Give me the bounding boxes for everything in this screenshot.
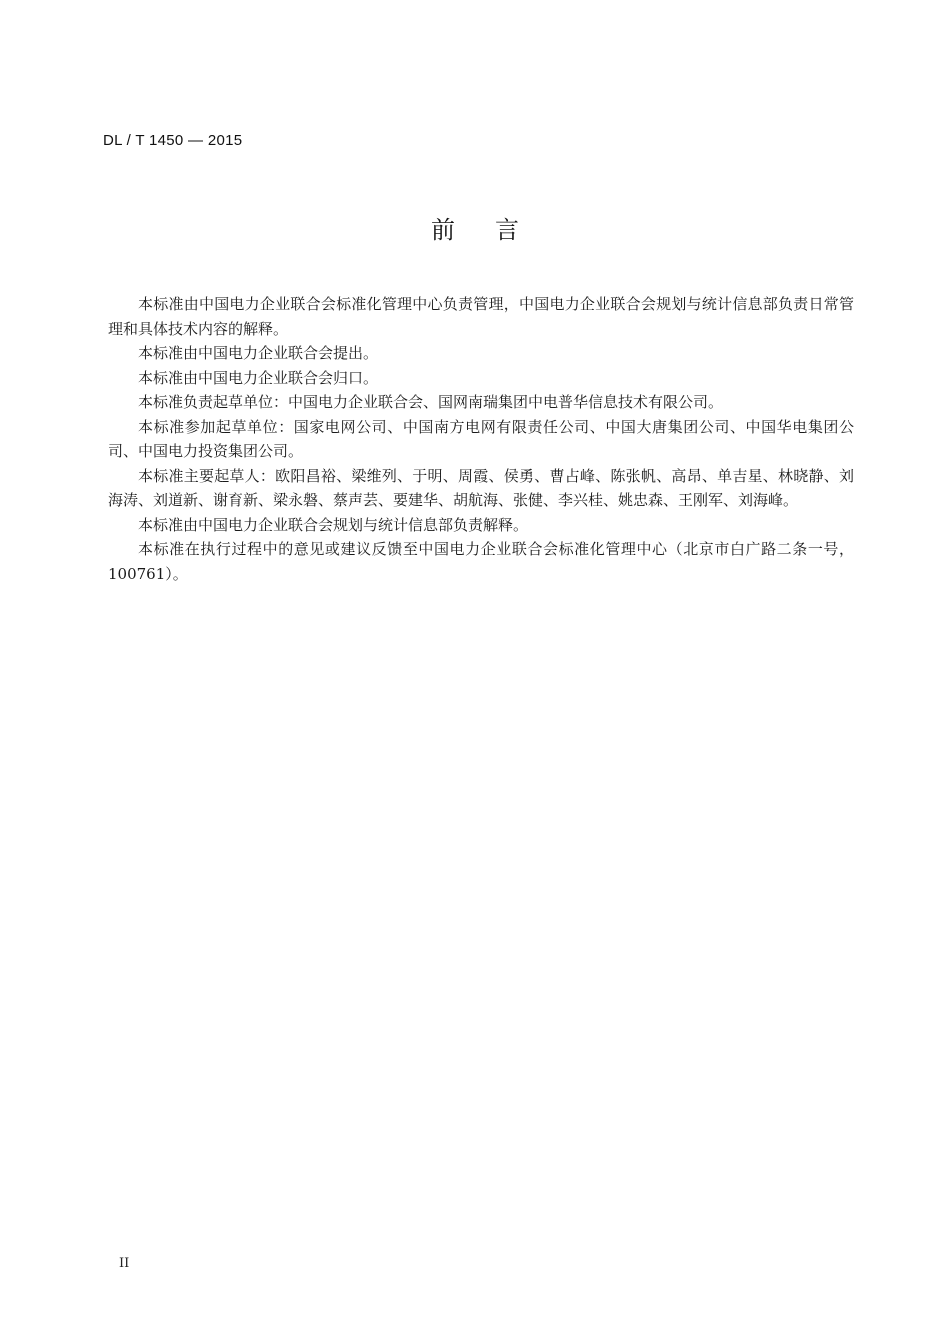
section-title: 前言 <box>431 216 559 244</box>
paragraph-lead-drafters: 本标准负责起草单位：中国电力企业联合会、国网南瑞集团中电普华信息技术有限公司。 <box>138 393 724 411</box>
paragraph-interpretation: 本标准由中国电力企业联合会规划与统计信息部负责解释。 <box>138 515 529 534</box>
paragraph-feedback: 本标准在执行过程中的意见或建议反馈至中国电力企业联合会标准化管理中心（北京市白广路二条一号，100761）。 <box>108 540 854 583</box>
foreword-body <box>108 292 854 586</box>
paragraph-centralized: 本标准由中国电力企业联合会归口。 <box>138 368 379 387</box>
paragraph-participating-drafters: 本标准参加起草单位：国家电网公司、中国南方电网有限责任公司、中国大唐集团公司、中国华电集团公司、中国电力投资集团公司。 <box>108 417 854 460</box>
paragraph-main-drafters: 本标准主要起草人：欧阳昌裕、梁维列、于明、周霞、侯勇、曹占峰、陈张帆、高昂、单吉星、林晓静、刘海涛、刘道新、谢育新、梁永磐、蔡声芸、要建华、胡航海、张健、李兴桂、姚忠森、王刚军、刘海峰。 <box>108 466 854 509</box>
paragraph-management: 本标准由中国电力企业联合会标准化管理中心负责管理，中国电力企业联合会规划与统计信息部负责日常管理和具体技术内容的解释。 <box>108 295 854 338</box>
page-number: II <box>119 1256 130 1271</box>
paragraph-proposer: 本标准由中国电力企业联合会提出。 <box>138 344 379 362</box>
standard-code: DL / T 1450 — 2015 <box>103 132 243 149</box>
